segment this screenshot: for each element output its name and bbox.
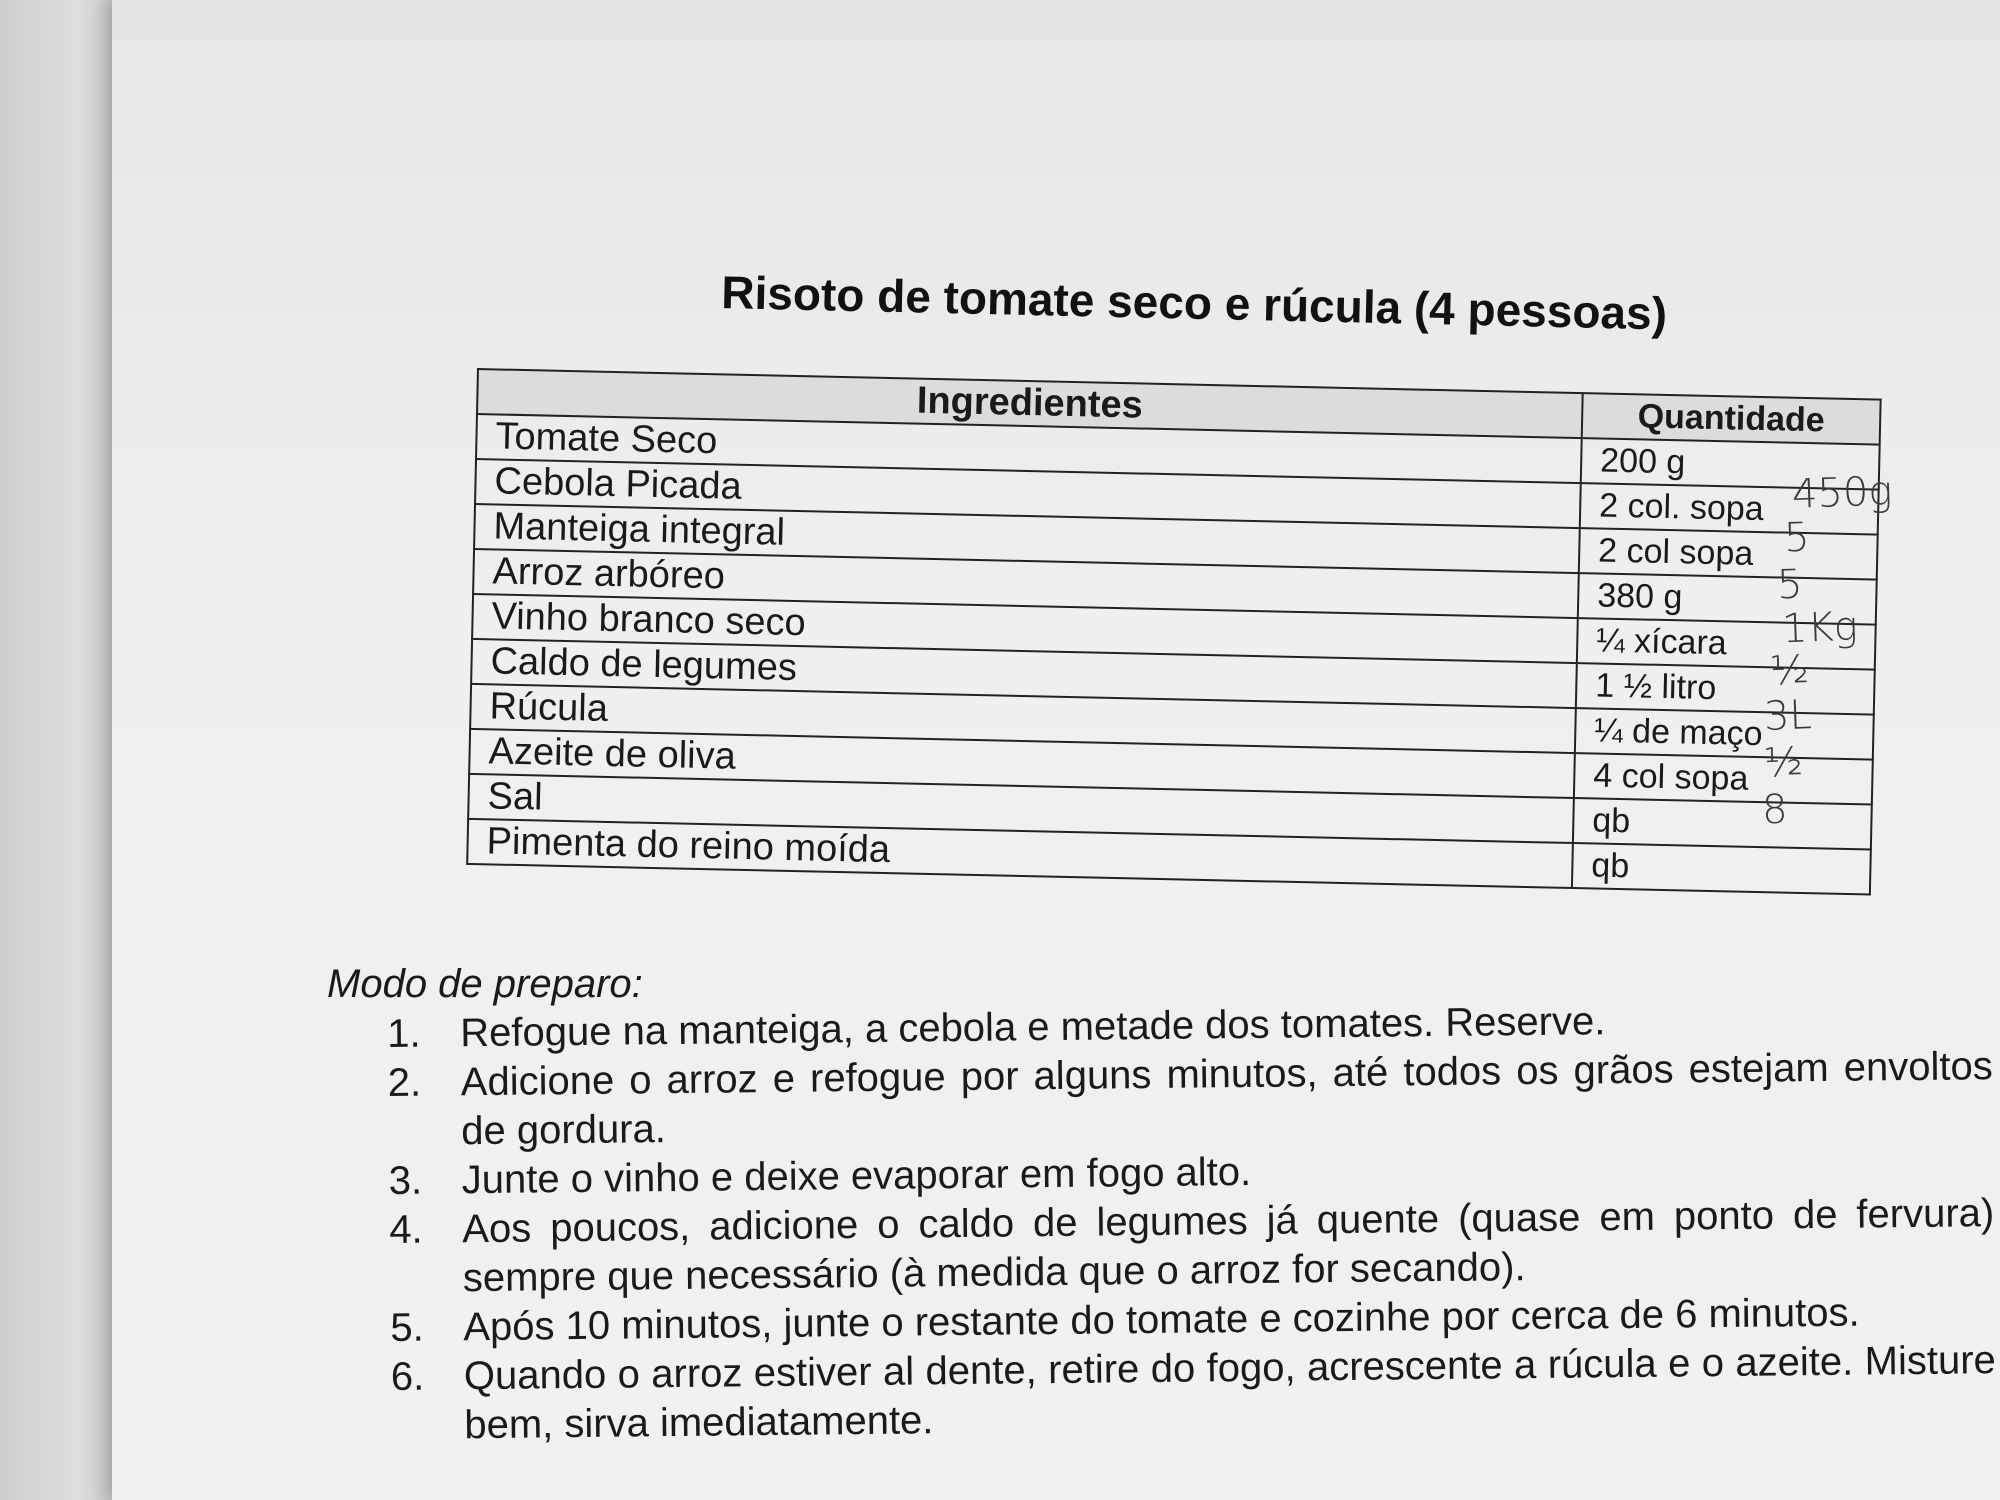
binder-edge	[0, 0, 130, 1500]
step-number: 5.	[390, 1305, 424, 1350]
step-number: 2.	[387, 1060, 422, 1105]
handwritten-note: 450g	[1791, 468, 1894, 518]
list-item	[388, 1042, 1994, 1157]
recipe-page	[112, 0, 2000, 1500]
handwritten-note: 3L	[1763, 692, 1813, 740]
recipe-title: Risoto de tomate seco e rúcula (4 pessoas)	[720, 265, 1668, 340]
ingredient-name: Sal	[468, 774, 1574, 843]
list-item	[389, 1189, 1995, 1304]
ingredient-name: Vinho branco seco	[472, 594, 1578, 663]
ingredient-name: Pimenta do reino moída	[467, 819, 1573, 888]
ingredient-quantity: 2 col. sopa	[1580, 483, 1879, 534]
ingredient-name: Cebola Picada	[475, 459, 1581, 528]
list-item	[391, 1336, 1997, 1451]
header-quantity: Quantidade	[1582, 393, 1881, 444]
handwritten-note: 5	[1783, 514, 1811, 562]
step-text: Aos poucos, adicione o caldo de legumes já quente (quase em ponto de fervura) sempre que necessário (à medida que o arroz for secando).	[462, 1191, 1995, 1301]
ingredient-name: Azeite de oliva	[469, 729, 1575, 798]
ingredient-quantity: ¼ xícara	[1577, 618, 1876, 669]
step-number: 4.	[389, 1207, 423, 1252]
handwritten-note: 5	[1776, 561, 1804, 609]
ingredient-name: Rúcula	[470, 684, 1576, 753]
ingredients-table	[466, 368, 1882, 896]
step-number: 1.	[387, 1011, 421, 1056]
step-number: 6.	[390, 1354, 425, 1399]
ingredient-quantity: qb	[1573, 798, 1872, 849]
step-text: Adicione o arroz e refogue por alguns minutos, até todos os grãos estejam envoltos de gordura.	[460, 1044, 1993, 1154]
handwritten-note: 1Kg	[1781, 603, 1859, 653]
step-text: Junte o vinho e deixe evaporar em fogo alto.	[461, 1149, 1252, 1203]
ingredient-quantity: 4 col sopa	[1574, 753, 1873, 804]
ingredient-quantity: ¼ de maço	[1575, 708, 1874, 759]
method-steps	[387, 993, 1997, 1451]
ingredient-quantity: 1 ½ litro	[1576, 663, 1875, 714]
step-text: Refogue na manteiga, a cebola e metade dos tomates. Reserve.	[460, 999, 1606, 1056]
ingredient-quantity: 200 g	[1581, 438, 1880, 489]
step-text: Após 10 minutos, junte o restante do tomate e cozinhe por cerca de 6 minutos.	[463, 1290, 1860, 1350]
handwritten-note: 8	[1761, 786, 1789, 834]
method-label: Modo de preparo:	[327, 962, 643, 1006]
ingredient-name: Tomate Seco	[476, 414, 1582, 483]
ingredient-name: Arroz arbóreo	[473, 549, 1579, 618]
ingredient-quantity: qb	[1572, 843, 1871, 894]
header-ingredients: Ingredientes	[477, 369, 1583, 438]
step-text: Quando o arroz estiver al dente, retire do fogo, acrescente a rúcula e o azeite. Misture bem, sirva imediatamente.	[463, 1338, 1996, 1448]
handwritten-note: ½	[1763, 739, 1804, 787]
handwritten-note: ½	[1769, 647, 1810, 695]
ingredients-table-wrap	[466, 368, 1882, 896]
step-number: 3.	[388, 1158, 423, 1203]
ingredient-name: Manteiga integral	[474, 504, 1580, 573]
ingredient-quantity: 2 col sopa	[1579, 528, 1878, 579]
ingredient-quantity: 380 g	[1578, 573, 1877, 624]
ingredient-name: Caldo de legumes	[471, 639, 1577, 708]
